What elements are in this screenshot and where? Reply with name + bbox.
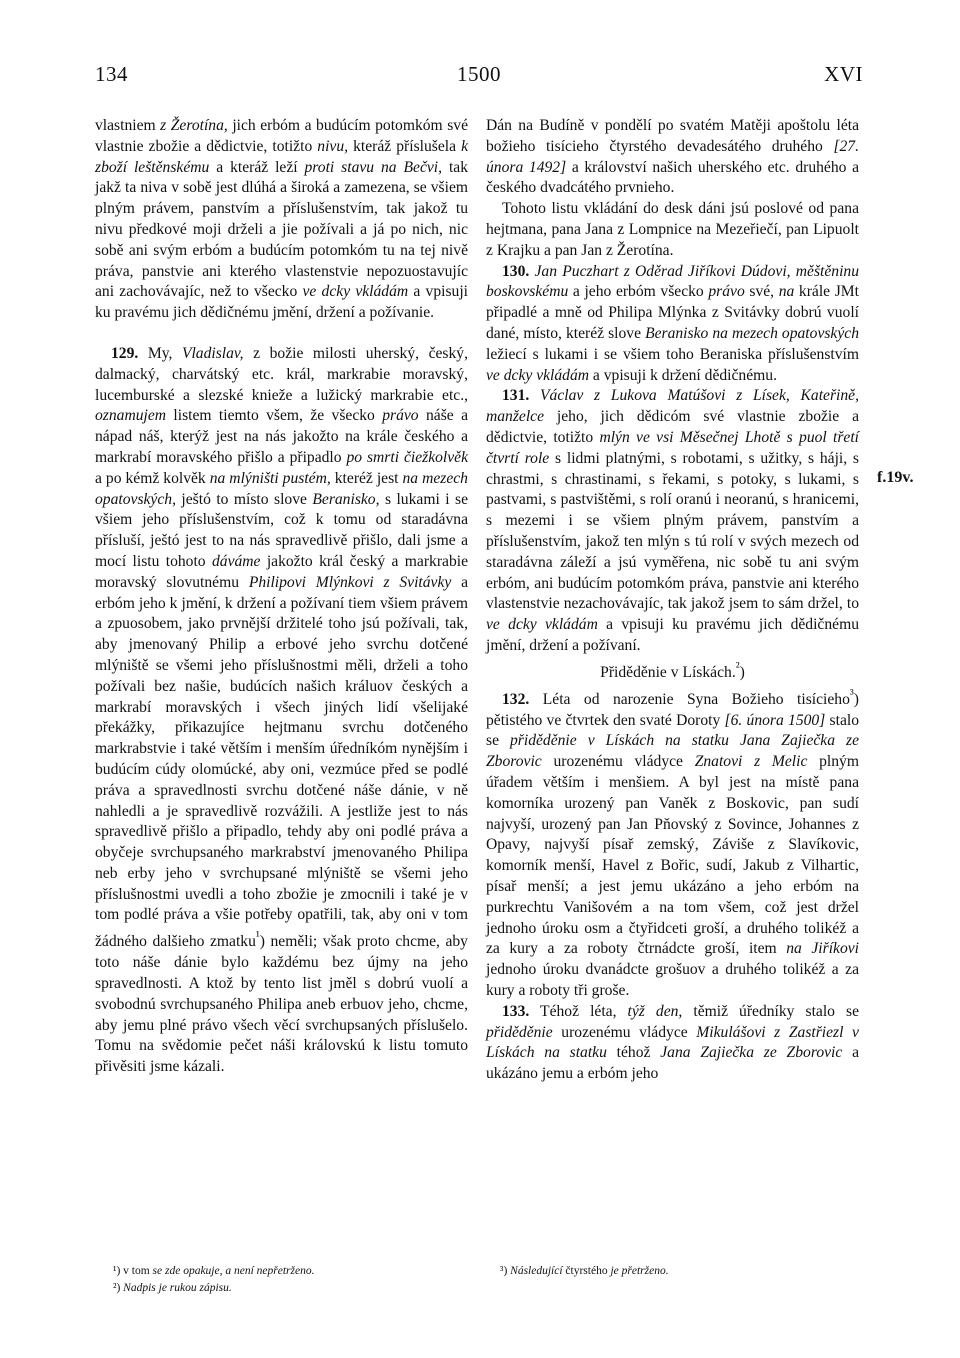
page-year: 1500 — [457, 62, 501, 86]
entry-131: 131. Václav z Lukova Matúšovi z Lísek, Kateřině, manželce jeho, jich dědicóm své vlastnie zbožie a dědictvie, totižto mlýn ve vsi Měsečnej Lhotě s puol třetí čtvrtí role s lidmi platnými, s robotami, s užitky, s háji, s chrastmi, s chrastinami, s řekami, s potoky, s lukami, s pastvami, s pastvištěmi, s rolí oranú i neoranú, s hranicemi, s mezemi i se všiem plným právem, panstvím a příslušenstvím, jakož ten mlýn s tú rolí v svých mezech od staradávna záleží a jsú vyměřena, nic sobě tu ani svým erbóm, ani budúcím potomkóm práva, panstvie ani kterého vlastenstvie nezachovávajíc, tak jakož jsem to sám držel, to ve dcky vkládám a vpisuji ku pravému jich dědičnému jmění, držení a požívaní. — [486, 387, 860, 654]
footnote-2: ²) Nadpis je rukou zápisu. — [113, 1282, 232, 1294]
entry-129: 129. My, Vladislav, z božie milosti uherský, český, dalmacký, charvátský etc. král, markrabie moravský, lucemburské a slezské knieže a lužický markrabie etc., oznamujem listem tiemto všem, že všecko právo náše a nápad náš, kterýž jest na nás jakožto na krále českého a markrabí moravského přišlo a připadlo po smrti čiežkolvěk a po kémž kolvěk na mlýništi pustém, kteréž jest na mezech opatovských, ještó to místo slove Beranisko, s lukami i se všiem jeho příslušenstvím, což k tomu od staradávna přísluší, ještó jest to na nás spravedlivě přišlo, dali jsme a mocí listu tohoto dáváme jakožto král český a markrabie moravský slovutnému Philipovi Mlýnkovi z Svitávky a erbóm jeho k jmění, k držení a požívaní tiem všiem právem a zpuosobem, jako prvnější držitelé toho jsú požívali, tak, aby jmenovaný Philip a erbové jeho svrchu dotčené mlýniště se všemi jeho příslušnostmi měli, drželi a toho požívali bez našie, budúcích našich králuov českých a markrabí moravských i všech jiných lidí všelijaké překážky, přikazujíce hejtmanu svrchu dotčeného markrabstvie i také větším i menším úředníkóm nynějším i budúcím cúdy olomúcké, aby oni, vezmúce před se podlé práva a spravedlnosti svrchu dotčené náše dánie, v ně nahledli a je spravedlivě rozvážili. A jestliže jest to nás spravedlivě přišlo a připadlo, tehdy aby oni podlé práva a obyčeje svrchupsaného markrabství jmenovaného Philipa neb erby jeho v svrchupsané mlýniště se všemi jeho příslušnostmi uvedli a toho zbožie je zmocnili i také je v tom podlé práva a všie potřeby opatřili, tak, aby oni v tom žádného dalšieho zmatku$^{^1}$) neměli; však proto chcme, aby toto náše dánie bylo každému bez újmy na jeho spravedlnosti. A ktož by tento list jměl s dobrú vuolí a svobodnú svrchupsaného Philipa aneb erbuov jeho, chcme, aby jemu plné právo všech věcí svrchupsaných příslušelo. Tomu na svědomie pečet náši královskú k listu tomuto přivěsiti jsme kázali. — [95, 344, 469, 1076]
entry-133: 133. Téhož léta, týž den, těmiž úředníky stalo se přiděděnie urozenému vládyce Mikulášovi z Zastřiezl v Lískách na statku téhož Jana Zajiečka ze Zborovic a ukázáno jemu a erbóm jeho — [486, 1002, 860, 1083]
section-heading: Přiděděnie v Lískách.$^{^2}$) — [600, 658, 745, 681]
footnotes-right — [500, 1263, 860, 1280]
left-column — [95, 116, 468, 1078]
volume-number: XVI — [824, 62, 863, 86]
page-number: 134 — [95, 62, 128, 86]
entry-130: 130. Jan Puczhart z Oděrad Jiříkovi Dúdovi, měštěninu boskovskému a jeho erbóm všecko právo své, na krále JMt připadlé a mně od Philipa Mlýnka z Svitávky dobrú vuolí dané, místo, kteréž slove Beranisko na mezech opatovských ležiecí s lukami i se všiem toho Beraniska příslušenstvím ve dcky vkládám a vpisuji k držení dědičnému. — [486, 262, 859, 384]
entry-number: 132. — [502, 690, 530, 708]
entry-number: 131. — [502, 387, 530, 405]
footnote-ref: ² — [735, 658, 740, 674]
entry-number: 130. — [502, 262, 530, 280]
footnote-1: ¹) v tom se zde opakuje, a není nepřetrženo. — [113, 1265, 315, 1277]
footnote-3: ³) Následující čtyrstého je přetrženo. — [500, 1265, 669, 1277]
entry-number: 133. — [502, 1002, 530, 1020]
footnotes-left — [113, 1263, 473, 1297]
entry-number: 129. — [111, 344, 139, 362]
footnote-ref: ¹ — [255, 928, 260, 944]
paragraph-recording: Tohoto listu vkládání do desk dáni jsú poslové od pana hejtmana, pana Jana z Lompnice na Mezeřiečí, pan Lipuolt z Krajku a pan Jan z Žerotína. — [486, 200, 859, 259]
folio-margin-note: f.19v. — [877, 469, 914, 486]
entry-132: 132. Léta od narozenie Syna Božieho tisícieho$^{^3}$) pětistého ve čtvrtek den svaté Doroty [6. února 1500] stalo se přiděděnie v Lískách na statku Jana Zajiečka ze Zborovic urozenému vládyce Znatovi z Melic plným úřadem větším i menšiem. A byl jest na místě pana komorníka urozený pan Vaněk z Boskovic, pan sudí najvyší, urozený pan Jan Pňovský z Sovince, Johannes z Opavy, najvyší písař zemský, Záviše z Slavíkovic, komorník menší, Havel z Bořic, sudí, Jakub z Vilhartic, písař menší; a jest jemu ukázáno a jeho erbóm na purkrechtu Vanišovém a na tom všem, což jest držel jednoho úroku osm a čtyřidceti groší, a druhého tolikéž a za kury a za roboty čtrnádcte groší, item na Jiříkovi jednoho úroku dvanádcte grošuov a druhého tolikéž a za kury a roboty tři groše. — [486, 685, 860, 1000]
footnote-ref: ³ — [849, 685, 854, 701]
right-column — [486, 116, 859, 1085]
page-header — [95, 62, 863, 92]
paragraph-continuation: Dán na Budíně v pondělí po svatém Matěji apoštolu léta božieho tisícieho čtyrstého devadesátého druhého [27. února 1492] a království našich uherského etc. druhého a českého dvadcátého prvnieho. — [486, 117, 859, 197]
paragraph-continuation: vlastniem z Žerotína, jich erbóm a budúcím potomkóm své vlastnie zbožie a dědictvie, totižto nivu, kteráž příslušela k zboží leštěnskému a kteráž leží proti stavu na Bečvi, tak jakž ta niva v sobě jest dlúhá a široká a zamezena, se všiem plným právem, panstvím a příslušenstvím, tak jakož tu nivu předkové moji drželi a jie požívali a já po nich, nic sobě ani svým erbóm a budúcím potomkóm tu na tej nivě práva, panstvie ani kterého vlastenstvie nepozuostavujíc ani zachovávajíc, než to všecko ve dcky vkládám a vpisuji ku pravému jich dědičnému jmění, držení a požívanie. — [95, 117, 468, 322]
